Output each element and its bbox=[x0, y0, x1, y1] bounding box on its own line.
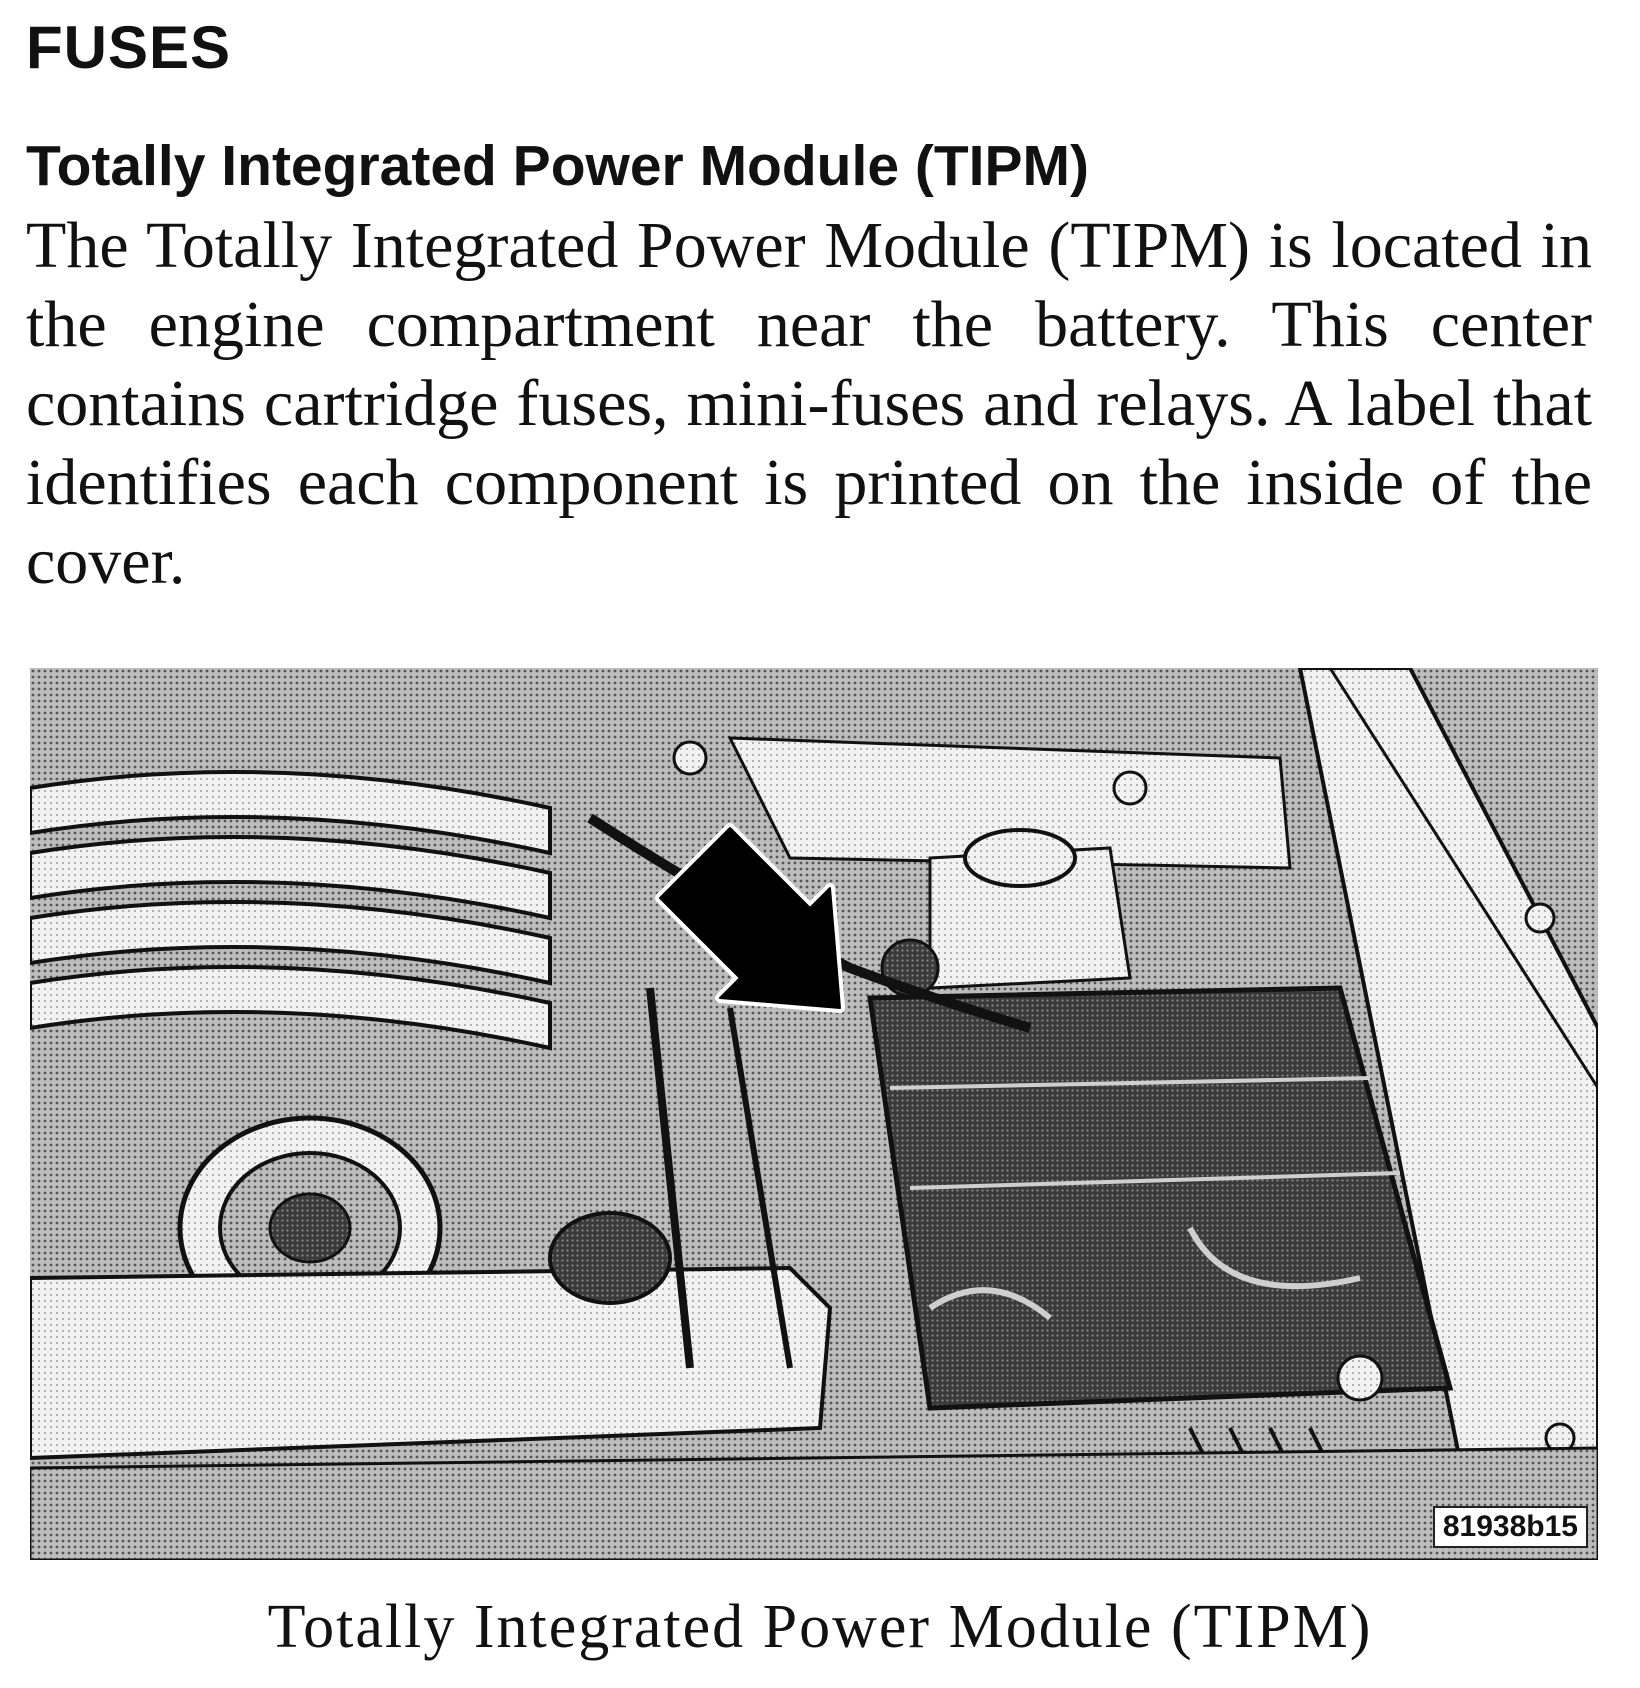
tipm-heading: Totally Integrated Power Module (TIPM) bbox=[26, 134, 1089, 198]
section-heading: FUSES bbox=[26, 14, 232, 81]
engine-compartment-illustration bbox=[30, 668, 1598, 1560]
figure-id-label: 81938b15 bbox=[1433, 1506, 1588, 1548]
figure-caption: Totally Integrated Power Module (TIPM) bbox=[267, 1593, 1373, 1661]
engine-compartment-drawing bbox=[30, 668, 1598, 1560]
tipm-description: The Totally Integrated Power Module (TIPM) is located in the engine compartment near the battery. This center contains cartridge fuses, mini-fuses and relays. A label that identifies each component is printed on the inside of the cover. bbox=[26, 209, 1592, 598]
